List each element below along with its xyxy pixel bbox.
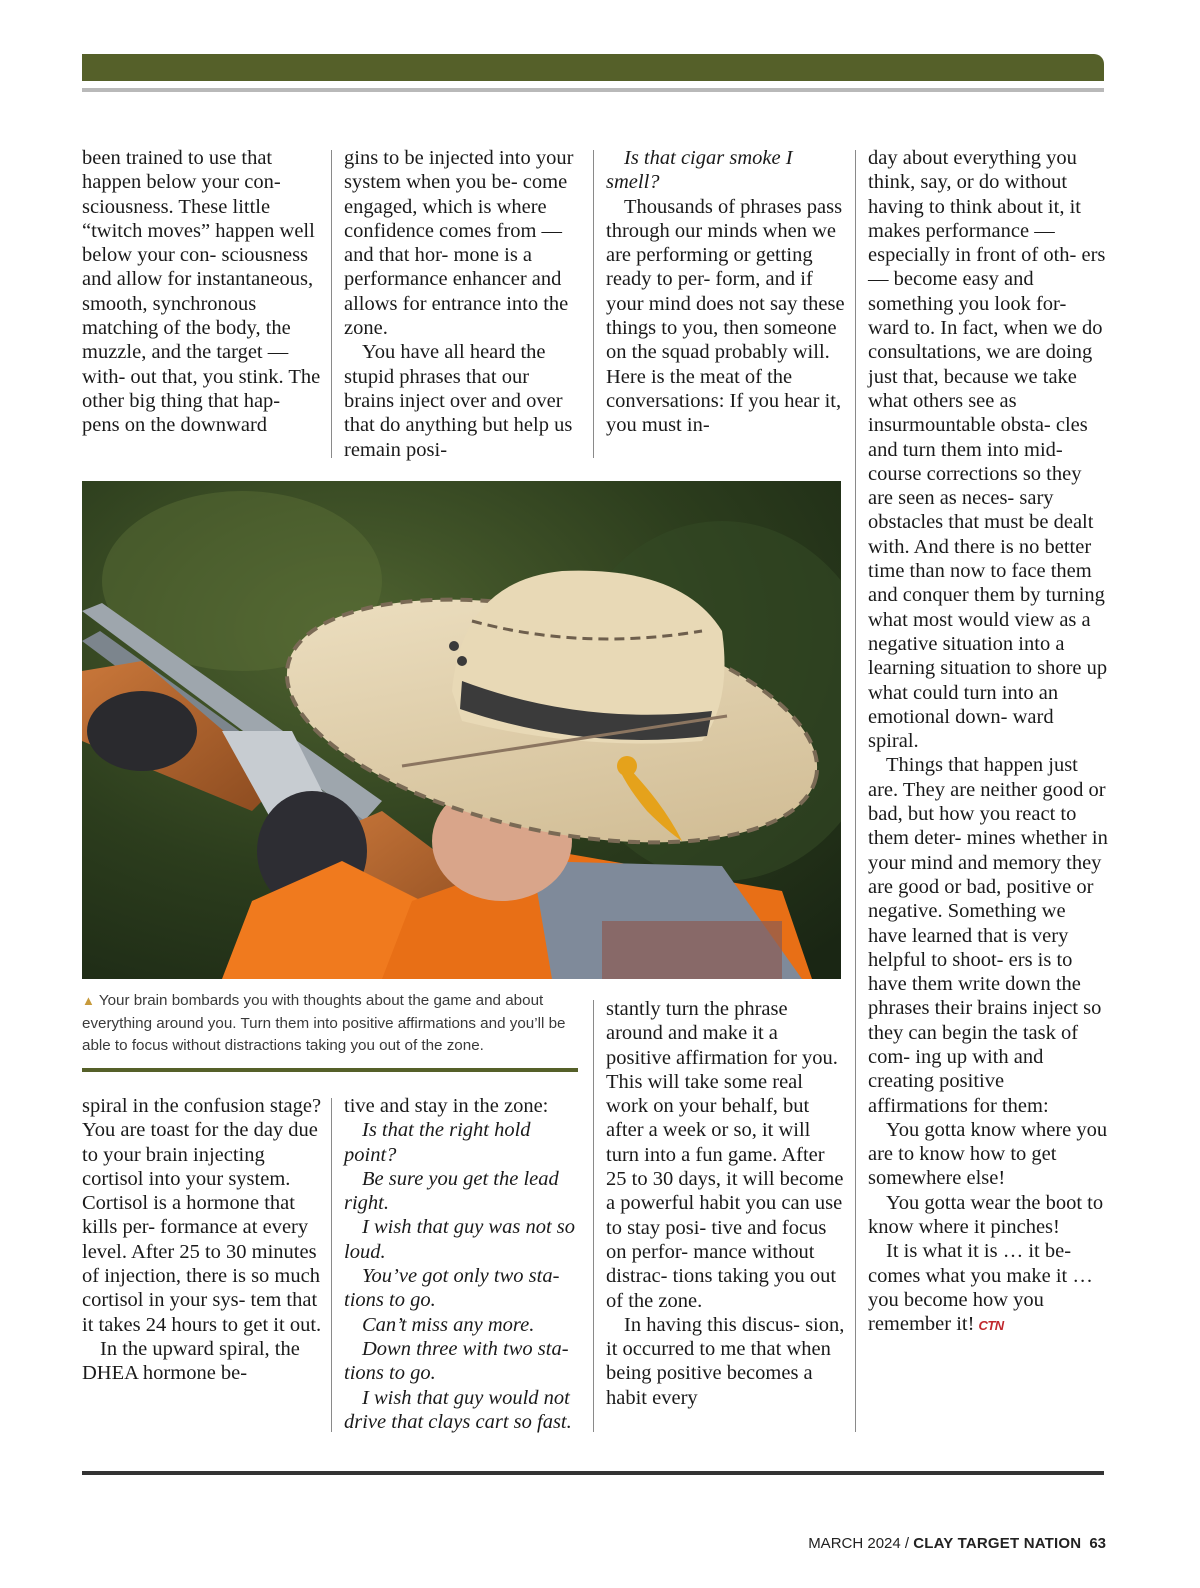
italic-phrase: Is that the right hold point? bbox=[344, 1119, 531, 1166]
ctn-end-logo: CTN bbox=[978, 1318, 1004, 1334]
italic-phrase: I wish that guy would not drive that clays cart so fast. bbox=[344, 1386, 572, 1433]
paragraph: spiral in the confusion stage? You are toast for the day due to your brain injecting cortisol into your system. Cortisol is a hormone that kills per- formance at every level. After 25 to 30 minutes of injection, there is so much cortisol in your sys- tem that it takes 24 hours to get it out. bbox=[82, 1095, 322, 1336]
footer-rule bbox=[82, 1471, 1104, 1475]
paragraph: Things that happen just are. They are neither good or bad, but how you react to them deter- mines whether in your mind and memory they are good or bad, positive or negative. Something we have learned that is very helpful to shoot- ers is to have them write down the phrases their brains inject so they can begin the task of com- ing up with and creating positive affirmations for them: bbox=[868, 754, 1108, 1117]
photo-caption bbox=[82, 990, 582, 1058]
caption-triangle-icon: ▲ bbox=[82, 993, 95, 1008]
paragraph: You gotta know where you are to know how to get somewhere else! bbox=[868, 1118, 1108, 1190]
italic-phrase: Can’t miss any more. bbox=[362, 1313, 535, 1336]
issue-date: MARCH 2024 bbox=[808, 1535, 901, 1552]
magazine-name: CLAY TARGET NATION bbox=[913, 1535, 1082, 1552]
paragraph: You gotta wear the boot to know where it pinches! bbox=[868, 1191, 1104, 1239]
column-divider bbox=[331, 1098, 332, 1432]
column-divider bbox=[593, 1000, 594, 1432]
header-color-band bbox=[82, 54, 1104, 81]
caption-rule bbox=[82, 1068, 578, 1072]
column-2-bottom bbox=[344, 1094, 584, 1434]
page-number: 63 bbox=[1089, 1535, 1106, 1552]
caption-text: Your brain bombards you with thoughts about the game and about everything around you. Turn them into positive affirmations and you’ll be able to focus without distractions taking you out of the zone. bbox=[82, 992, 566, 1054]
column-1-top bbox=[82, 146, 322, 438]
italic-phrase: Down three with two sta- tions to go. bbox=[344, 1337, 569, 1385]
shooter-photo bbox=[82, 481, 841, 979]
paragraph: In having this discus- sion, it occurred to me that when being positive becomes a habit every bbox=[606, 1313, 845, 1409]
italic-phrase: You’ve got only two sta- tions to go. bbox=[344, 1265, 560, 1312]
paragraph: In the upward spiral, the DHEA hormone be- bbox=[82, 1337, 300, 1385]
italic-phrase: Is that cigar smoke I smell? bbox=[606, 147, 793, 194]
footer-separator: / bbox=[900, 1535, 914, 1552]
italic-phrase: Be sure you get the lead right. bbox=[344, 1167, 559, 1215]
paragraph: been trained to use that happen below your con- sciousness. These little “twitch moves” happen well below your con- sciousness and allow for instantaneous, smooth, synchronous matching of the body, the muzzle, and the target —with- out that, you stink. The other big thing that hap- pens on the downward bbox=[82, 147, 321, 437]
column-4 bbox=[868, 146, 1108, 1339]
column-2-top bbox=[344, 146, 584, 462]
column-3-bottom bbox=[606, 997, 846, 1410]
column-1-bottom bbox=[82, 1094, 322, 1386]
paragraph: Thousands of phrases pass through our minds when we are performing or getting ready to per- form, and if your mind does not say these things to you, then someone on the squad probably will. Here is the meat of the conversations: If you hear it, you must in- bbox=[606, 195, 845, 437]
column-3-top bbox=[606, 146, 846, 438]
final-sentence: It is what it is … it be- comes what you make it … you become how you remember it! bbox=[868, 1240, 1093, 1336]
header-rule bbox=[82, 88, 1104, 92]
paragraph: day about everything you think, say, or do without having to think about it, it makes performance — especially in front of oth- ers — become easy and something you look for- ward to. In fact, when we do consultations, we are doing just that, because we take what others see as insurmountable obsta- cles and turn them into mid-course corrections so they are seen as neces- sary obstacles that must be dealt with. And there is no better time than now to face them and conquer them by turning what most would view as a negative situation into a learning situation to shore up what could turn into an emotional down- ward spiral. bbox=[868, 147, 1108, 753]
paragraph: You have all heard the stupid phrases that our brains inject over and over that do anything but help us remain posi- bbox=[344, 341, 573, 461]
paragraph: stantly turn the phrase around and make it a positive affirmation for you. This will take some real work on your behalf, but after a week or so, it will turn into a fun game. After 25 to 30 days, it will become a powerful habit you can use to stay posi- tive and focus on perfor- mance without distrac- tions taking you out of the zone. bbox=[606, 998, 844, 1312]
italic-phrase: I wish that guy was not so loud. bbox=[344, 1216, 575, 1263]
paragraph: gins to be injected into your system when you be- come engaged, which is where confidence comes from — and that hor- mone is a performance enhancer and allows for entrance into the zone. bbox=[344, 147, 574, 340]
paragraph-final bbox=[868, 1239, 1108, 1338]
column-divider bbox=[331, 150, 332, 458]
column-divider bbox=[855, 150, 856, 1432]
paragraph: tive and stay in the zone: bbox=[344, 1095, 549, 1117]
column-divider bbox=[593, 150, 594, 458]
page-footer bbox=[808, 1535, 1106, 1552]
